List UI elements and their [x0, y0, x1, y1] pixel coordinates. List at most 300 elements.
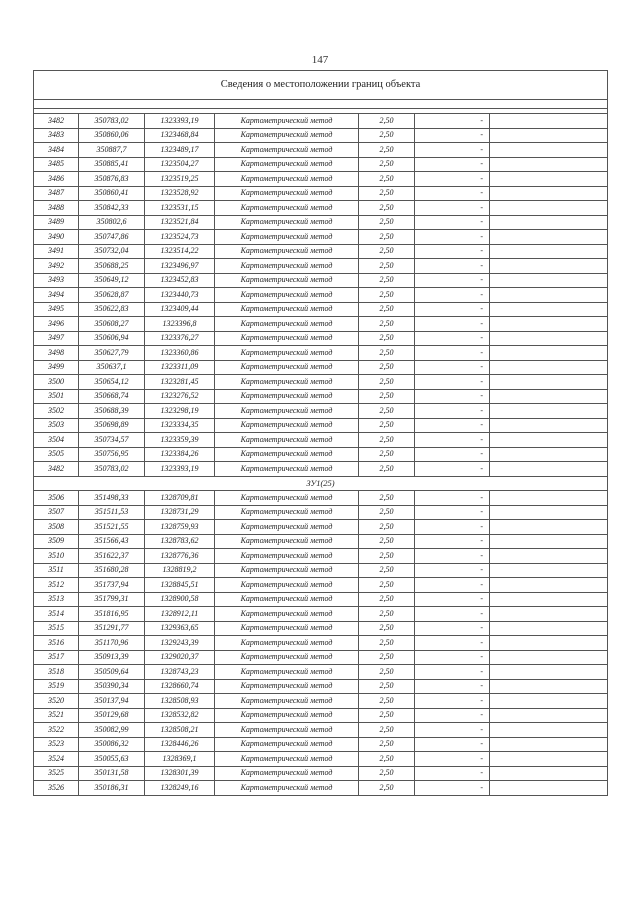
cell-method: Картометрический метод [215, 607, 359, 622]
cell-accuracy: 2,50 [359, 360, 415, 375]
cell-accuracy: 2,50 [359, 723, 415, 738]
cell-extra [490, 346, 608, 361]
cell-point-number: 3517 [34, 650, 79, 665]
cell-x-coordinate: 351816,95 [79, 607, 145, 622]
cell-description: - [415, 781, 490, 796]
cell-point-number: 3526 [34, 781, 79, 796]
cell-y-coordinate: 1323276,52 [145, 389, 215, 404]
cell-point-number: 3510 [34, 549, 79, 564]
cell-accuracy: 2,50 [359, 201, 415, 216]
cell-point-number: 3502 [34, 404, 79, 419]
cell-description: - [415, 549, 490, 564]
table-row [34, 752, 608, 767]
cell-method: Картометрический метод [215, 259, 359, 274]
table-row [34, 520, 608, 535]
cell-method: Картометрический метод [215, 288, 359, 303]
cell-point-number: 3494 [34, 288, 79, 303]
cell-accuracy: 2,50 [359, 737, 415, 752]
table-row [34, 389, 608, 404]
table-row [34, 375, 608, 390]
cell-x-coordinate: 350734,57 [79, 433, 145, 448]
cell-accuracy: 2,50 [359, 114, 415, 129]
table-row [34, 578, 608, 593]
table-row [34, 360, 608, 375]
cell-description: - [415, 375, 490, 390]
cell-x-coordinate: 350756,95 [79, 447, 145, 462]
cell-method: Картометрический метод [215, 534, 359, 549]
cell-y-coordinate: 1328301,39 [145, 766, 215, 781]
cell-extra [490, 259, 608, 274]
cell-x-coordinate: 350802,6 [79, 215, 145, 230]
cell-method: Картометрический метод [215, 172, 359, 187]
cell-accuracy: 2,50 [359, 302, 415, 317]
cell-y-coordinate: 1328660,74 [145, 679, 215, 694]
cell-method: Картометрический метод [215, 114, 359, 129]
cell-extra [490, 563, 608, 578]
cell-x-coordinate: 350627,79 [79, 346, 145, 361]
cell-method: Картометрический метод [215, 128, 359, 143]
cell-method: Картометрический метод [215, 418, 359, 433]
table-row [34, 244, 608, 259]
cell-description: - [415, 259, 490, 274]
cell-extra [490, 694, 608, 709]
cell-point-number: 3516 [34, 636, 79, 651]
cell-accuracy: 2,50 [359, 752, 415, 767]
cell-accuracy: 2,50 [359, 592, 415, 607]
cell-x-coordinate: 350086,32 [79, 737, 145, 752]
cell-x-coordinate: 350509,64 [79, 665, 145, 680]
table-row [34, 128, 608, 143]
cell-y-coordinate: 1323519,25 [145, 172, 215, 187]
cell-extra [490, 679, 608, 694]
cell-x-coordinate: 350606,94 [79, 331, 145, 346]
cell-x-coordinate: 351737,94 [79, 578, 145, 593]
cell-point-number: 3488 [34, 201, 79, 216]
cell-x-coordinate: 350876,83 [79, 172, 145, 187]
section-row [34, 476, 608, 491]
cell-y-coordinate: 1329020,37 [145, 650, 215, 665]
cell-extra [490, 360, 608, 375]
cell-accuracy: 2,50 [359, 563, 415, 578]
cell-accuracy: 2,50 [359, 418, 415, 433]
cell-x-coordinate: 351622,37 [79, 549, 145, 564]
cell-description: - [415, 433, 490, 448]
cell-description: - [415, 505, 490, 520]
cell-method: Картометрический метод [215, 375, 359, 390]
cell-method: Картометрический метод [215, 491, 359, 506]
cell-accuracy: 2,50 [359, 650, 415, 665]
cell-method: Картометрический метод [215, 157, 359, 172]
cell-extra [490, 172, 608, 187]
cell-accuracy: 2,50 [359, 491, 415, 506]
cell-x-coordinate: 350688,25 [79, 259, 145, 274]
cell-point-number: 3508 [34, 520, 79, 535]
cell-x-coordinate: 350747,86 [79, 230, 145, 245]
table-row [34, 650, 608, 665]
cell-y-coordinate: 1323360,86 [145, 346, 215, 361]
cell-point-number: 3522 [34, 723, 79, 738]
cell-extra [490, 157, 608, 172]
cell-description: - [415, 230, 490, 245]
cell-description: - [415, 288, 490, 303]
table-row [34, 215, 608, 230]
cell-extra [490, 737, 608, 752]
cell-description: - [415, 534, 490, 549]
cell-x-coordinate: 350887,7 [79, 143, 145, 158]
cell-y-coordinate: 1328508,93 [145, 694, 215, 709]
cell-extra [490, 607, 608, 622]
cell-x-coordinate: 350082,99 [79, 723, 145, 738]
table-row [34, 230, 608, 245]
cell-y-coordinate: 1329243,39 [145, 636, 215, 651]
table-row [34, 665, 608, 680]
cell-extra [490, 781, 608, 796]
cell-point-number: 3492 [34, 259, 79, 274]
cell-x-coordinate: 350131,58 [79, 766, 145, 781]
cell-description: - [415, 679, 490, 694]
cell-description: - [415, 447, 490, 462]
cell-point-number: 3519 [34, 679, 79, 694]
cell-accuracy: 2,50 [359, 244, 415, 259]
cell-accuracy: 2,50 [359, 621, 415, 636]
table-row [34, 636, 608, 651]
cell-extra [490, 186, 608, 201]
cell-method: Картометрический метод [215, 636, 359, 651]
spacer-row [34, 100, 608, 109]
cell-extra [490, 331, 608, 346]
cell-y-coordinate: 1323298,19 [145, 404, 215, 419]
cell-x-coordinate: 350783,02 [79, 462, 145, 477]
cell-point-number: 3515 [34, 621, 79, 636]
cell-y-coordinate: 1323521,84 [145, 215, 215, 230]
cell-accuracy: 2,50 [359, 534, 415, 549]
cell-extra [490, 244, 608, 259]
table-row [34, 621, 608, 636]
cell-accuracy: 2,50 [359, 607, 415, 622]
table-row [34, 447, 608, 462]
cell-description: - [415, 491, 490, 506]
cell-y-coordinate: 1328508,21 [145, 723, 215, 738]
table-row [34, 766, 608, 781]
cell-y-coordinate: 1323452,83 [145, 273, 215, 288]
cell-y-coordinate: 1323281,45 [145, 375, 215, 390]
cell-method: Картометрический метод [215, 462, 359, 477]
table-row [34, 708, 608, 723]
cell-method: Картометрический метод [215, 505, 359, 520]
cell-method: Картометрический метод [215, 331, 359, 346]
table-row [34, 259, 608, 274]
cell-point-number: 3486 [34, 172, 79, 187]
cell-method: Картометрический метод [215, 215, 359, 230]
cell-x-coordinate: 350390,34 [79, 679, 145, 694]
cell-y-coordinate: 1328532,82 [145, 708, 215, 723]
cell-y-coordinate: 1328709,81 [145, 491, 215, 506]
table-row [34, 331, 608, 346]
cell-description: - [415, 752, 490, 767]
cell-accuracy: 2,50 [359, 520, 415, 535]
cell-point-number: 3482 [34, 462, 79, 477]
cell-description: - [415, 723, 490, 738]
cell-extra [490, 549, 608, 564]
cell-method: Картометрический метод [215, 389, 359, 404]
cell-extra [490, 230, 608, 245]
cell-x-coordinate: 350649,12 [79, 273, 145, 288]
cell-point-number: 3523 [34, 737, 79, 752]
cell-point-number: 3495 [34, 302, 79, 317]
cell-y-coordinate: 1328900,58 [145, 592, 215, 607]
cell-method: Картометрический метод [215, 650, 359, 665]
cell-y-coordinate: 1323376,27 [145, 331, 215, 346]
cell-point-number: 3525 [34, 766, 79, 781]
cell-method: Картометрический метод [215, 766, 359, 781]
cell-accuracy: 2,50 [359, 766, 415, 781]
cell-accuracy: 2,50 [359, 288, 415, 303]
cell-description: - [415, 186, 490, 201]
cell-description: - [415, 563, 490, 578]
cell-point-number: 3504 [34, 433, 79, 448]
cell-accuracy: 2,50 [359, 433, 415, 448]
table-row [34, 607, 608, 622]
cell-y-coordinate: 1328819,2 [145, 563, 215, 578]
cell-x-coordinate: 350654,12 [79, 375, 145, 390]
cell-description: - [415, 128, 490, 143]
table-row [34, 433, 608, 448]
cell-accuracy: 2,50 [359, 128, 415, 143]
cell-extra [490, 433, 608, 448]
cell-y-coordinate: 1328446,26 [145, 737, 215, 752]
table-row [34, 114, 608, 129]
table-row [34, 592, 608, 607]
cell-accuracy: 2,50 [359, 186, 415, 201]
cell-x-coordinate: 350842,33 [79, 201, 145, 216]
cell-accuracy: 2,50 [359, 447, 415, 462]
table-row [34, 186, 608, 201]
cell-point-number: 3500 [34, 375, 79, 390]
cell-point-number: 3514 [34, 607, 79, 622]
cell-description: - [415, 157, 490, 172]
cell-extra [490, 621, 608, 636]
cell-extra [490, 520, 608, 535]
cell-description: - [415, 621, 490, 636]
cell-y-coordinate: 1328776,36 [145, 549, 215, 564]
cell-extra [490, 389, 608, 404]
cell-method: Картометрический метод [215, 592, 359, 607]
table-title: Сведения о местоположении границ объекта [34, 71, 608, 100]
cell-point-number: 3524 [34, 752, 79, 767]
cell-point-number: 3489 [34, 215, 79, 230]
cell-accuracy: 2,50 [359, 505, 415, 520]
cell-description: - [415, 578, 490, 593]
cell-y-coordinate: 1323514,22 [145, 244, 215, 259]
cell-point-number: 3511 [34, 563, 79, 578]
cell-method: Картометрический метод [215, 679, 359, 694]
cell-y-coordinate: 1328845,51 [145, 578, 215, 593]
cell-description: - [415, 636, 490, 651]
cell-accuracy: 2,50 [359, 389, 415, 404]
table-row [34, 781, 608, 796]
table-row [34, 737, 608, 752]
cell-point-number: 3520 [34, 694, 79, 709]
cell-point-number: 3490 [34, 230, 79, 245]
cell-description: - [415, 389, 490, 404]
cell-accuracy: 2,50 [359, 273, 415, 288]
cell-method: Картометрический метод [215, 578, 359, 593]
table-row [34, 143, 608, 158]
cell-extra [490, 491, 608, 506]
cell-description: - [415, 404, 490, 419]
cell-point-number: 3509 [34, 534, 79, 549]
cell-x-coordinate: 350783,02 [79, 114, 145, 129]
cell-description: - [415, 520, 490, 535]
cell-method: Картометрический метод [215, 621, 359, 636]
cell-description: - [415, 317, 490, 332]
cell-y-coordinate: 1323528,92 [145, 186, 215, 201]
cell-x-coordinate: 351680,28 [79, 563, 145, 578]
table-row [34, 418, 608, 433]
cell-description: - [415, 331, 490, 346]
cell-method: Картометрический метод [215, 737, 359, 752]
cell-description: - [415, 215, 490, 230]
cell-y-coordinate: 1323531,15 [145, 201, 215, 216]
cell-point-number: 3499 [34, 360, 79, 375]
cell-extra [490, 752, 608, 767]
cell-method: Картометрический метод [215, 404, 359, 419]
table-row [34, 549, 608, 564]
cell-accuracy: 2,50 [359, 708, 415, 723]
cell-accuracy: 2,50 [359, 375, 415, 390]
cell-method: Картометрический метод [215, 433, 359, 448]
cell-point-number: 3491 [34, 244, 79, 259]
cell-extra [490, 447, 608, 462]
cell-description: - [415, 766, 490, 781]
cell-extra [490, 462, 608, 477]
page-number: 147 [311, 54, 329, 66]
cell-method: Картометрический метод [215, 273, 359, 288]
cell-x-coordinate: 351170,96 [79, 636, 145, 651]
cell-x-coordinate: 350860,06 [79, 128, 145, 143]
cell-accuracy: 2,50 [359, 230, 415, 245]
table-row [34, 505, 608, 520]
cell-x-coordinate: 351291,77 [79, 621, 145, 636]
cell-y-coordinate: 1323393,19 [145, 114, 215, 129]
table-row [34, 534, 608, 549]
cell-y-coordinate: 1328759,93 [145, 520, 215, 535]
cell-x-coordinate: 350885,41 [79, 157, 145, 172]
boundary-table [33, 70, 608, 796]
cell-accuracy: 2,50 [359, 317, 415, 332]
cell-point-number: 3484 [34, 143, 79, 158]
cell-accuracy: 2,50 [359, 578, 415, 593]
cell-x-coordinate: 350608,27 [79, 317, 145, 332]
cell-method: Картометрический метод [215, 230, 359, 245]
cell-x-coordinate: 350860,41 [79, 186, 145, 201]
cell-extra [490, 404, 608, 419]
cell-extra [490, 665, 608, 680]
section-label: ЗУ1(25) [34, 476, 608, 491]
cell-description: - [415, 708, 490, 723]
cell-y-coordinate: 1329363,65 [145, 621, 215, 636]
cell-x-coordinate: 350688,39 [79, 404, 145, 419]
cell-point-number: 3501 [34, 389, 79, 404]
cell-extra [490, 143, 608, 158]
cell-extra [490, 215, 608, 230]
cell-extra [490, 128, 608, 143]
cell-extra [490, 273, 608, 288]
cell-point-number: 3503 [34, 418, 79, 433]
cell-extra [490, 636, 608, 651]
cell-description: - [415, 114, 490, 129]
cell-accuracy: 2,50 [359, 462, 415, 477]
cell-accuracy: 2,50 [359, 404, 415, 419]
table-row [34, 462, 608, 477]
table-row [34, 723, 608, 738]
cell-accuracy: 2,50 [359, 549, 415, 564]
cell-y-coordinate: 1323396,8 [145, 317, 215, 332]
cell-extra [490, 592, 608, 607]
cell-description: - [415, 462, 490, 477]
cell-extra [490, 505, 608, 520]
cell-method: Картометрический метод [215, 723, 359, 738]
cell-accuracy: 2,50 [359, 694, 415, 709]
cell-y-coordinate: 1328912,11 [145, 607, 215, 622]
cell-method: Картометрический метод [215, 781, 359, 796]
cell-accuracy: 2,50 [359, 259, 415, 274]
cell-extra [490, 723, 608, 738]
cell-point-number: 3505 [34, 447, 79, 462]
table-row [34, 288, 608, 303]
cell-extra [490, 375, 608, 390]
cell-method: Картометрический метод [215, 302, 359, 317]
cell-method: Картометрический метод [215, 549, 359, 564]
cell-x-coordinate: 350137,94 [79, 694, 145, 709]
cell-y-coordinate: 1323393,19 [145, 462, 215, 477]
table-row [34, 491, 608, 506]
table-row [34, 273, 608, 288]
table-row [34, 694, 608, 709]
cell-extra [490, 534, 608, 549]
cell-extra [490, 418, 608, 433]
cell-accuracy: 2,50 [359, 665, 415, 680]
cell-x-coordinate: 350186,31 [79, 781, 145, 796]
cell-point-number: 3483 [34, 128, 79, 143]
cell-method: Картометрический метод [215, 563, 359, 578]
cell-method: Картометрический метод [215, 201, 359, 216]
cell-accuracy: 2,50 [359, 172, 415, 187]
cell-extra [490, 578, 608, 593]
cell-description: - [415, 418, 490, 433]
cell-x-coordinate: 351498,33 [79, 491, 145, 506]
cell-description: - [415, 302, 490, 317]
cell-x-coordinate: 350055,63 [79, 752, 145, 767]
table-row [34, 346, 608, 361]
cell-point-number: 3482 [34, 114, 79, 129]
cell-accuracy: 2,50 [359, 781, 415, 796]
cell-x-coordinate: 351511,53 [79, 505, 145, 520]
cell-y-coordinate: 1323468,84 [145, 128, 215, 143]
cell-x-coordinate: 350913,39 [79, 650, 145, 665]
table-row [34, 172, 608, 187]
cell-description: - [415, 592, 490, 607]
cell-y-coordinate: 1323311,09 [145, 360, 215, 375]
cell-point-number: 3498 [34, 346, 79, 361]
cell-y-coordinate: 1323409,44 [145, 302, 215, 317]
cell-accuracy: 2,50 [359, 157, 415, 172]
cell-y-coordinate: 1323359,39 [145, 433, 215, 448]
cell-x-coordinate: 350129,68 [79, 708, 145, 723]
cell-accuracy: 2,50 [359, 636, 415, 651]
cell-y-coordinate: 1328249,16 [145, 781, 215, 796]
cell-point-number: 3496 [34, 317, 79, 332]
